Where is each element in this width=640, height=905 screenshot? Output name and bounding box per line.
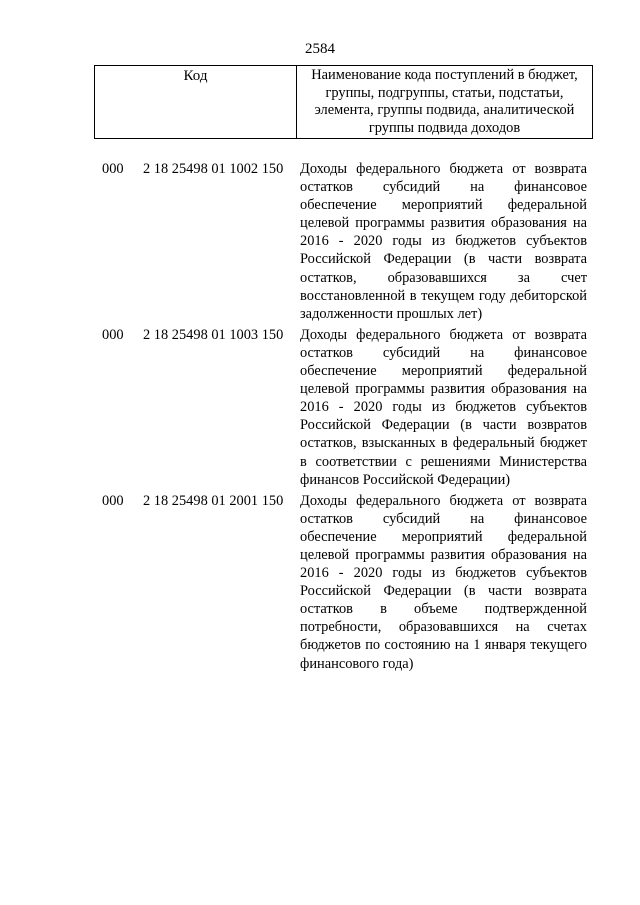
row-description: Доходы федерального бюджета от возврата остатков субсидий на финансовое обеспечение мероприятий федеральной целевой программы развития образования на 2016 - 2020 годы из бюджетов субъектов Российской Федерации (в части возврата остатков в объеме подтвержденной потребности, образовавшихся на счетах бюджетов по состоянию на 1 января текущего финансового года)	[300, 492, 587, 672]
table-header	[94, 65, 593, 139]
table-row	[0, 492, 640, 673]
row-admin-code: 000	[102, 492, 124, 509]
row-revenue-code: 2 18 25498 01 2001 150	[143, 492, 284, 509]
table-body	[0, 160, 640, 673]
row-description: Доходы федерального бюджета от возврата остатков субсидий на финансовое обеспечение мероприятий федеральной целевой программы развития образования на 2016 - 2020 годы из бюджетов субъектов Российской Федерации (в части возвратов остатков, взысканных в федеральный бюджет в соответствии с решениями Министерства финансов Российской Федерации)	[300, 326, 587, 488]
header-name-column: Наименование кода поступлений в бюджет, группы, подгруппы, статьи, подстатьи, элемента, группы подвида, аналитической группы подвида доходов	[311, 67, 578, 136]
row-revenue-code: 2 18 25498 01 1003 150	[143, 326, 284, 343]
table-row	[0, 160, 640, 323]
row-admin-code: 000	[102, 161, 124, 177]
row-revenue-code: 2 18 25498 01 1002 150	[143, 161, 284, 177]
header-code-column: Код	[95, 66, 297, 138]
table-row	[0, 326, 640, 489]
page-number: 2584	[305, 41, 335, 57]
row-description: Доходы федерального бюджета от возврата остатков субсидий на финансовое обеспечение мероприятий федеральной целевой программы развития образования на 2016 - 2020 годы из бюджетов субъектов Российской Федерации (в части возврата остатков, образовавшихся за счет восстановленной в текущем году дебиторской задолженности прошлых лет)	[300, 161, 587, 322]
row-admin-code: 000	[102, 326, 124, 343]
